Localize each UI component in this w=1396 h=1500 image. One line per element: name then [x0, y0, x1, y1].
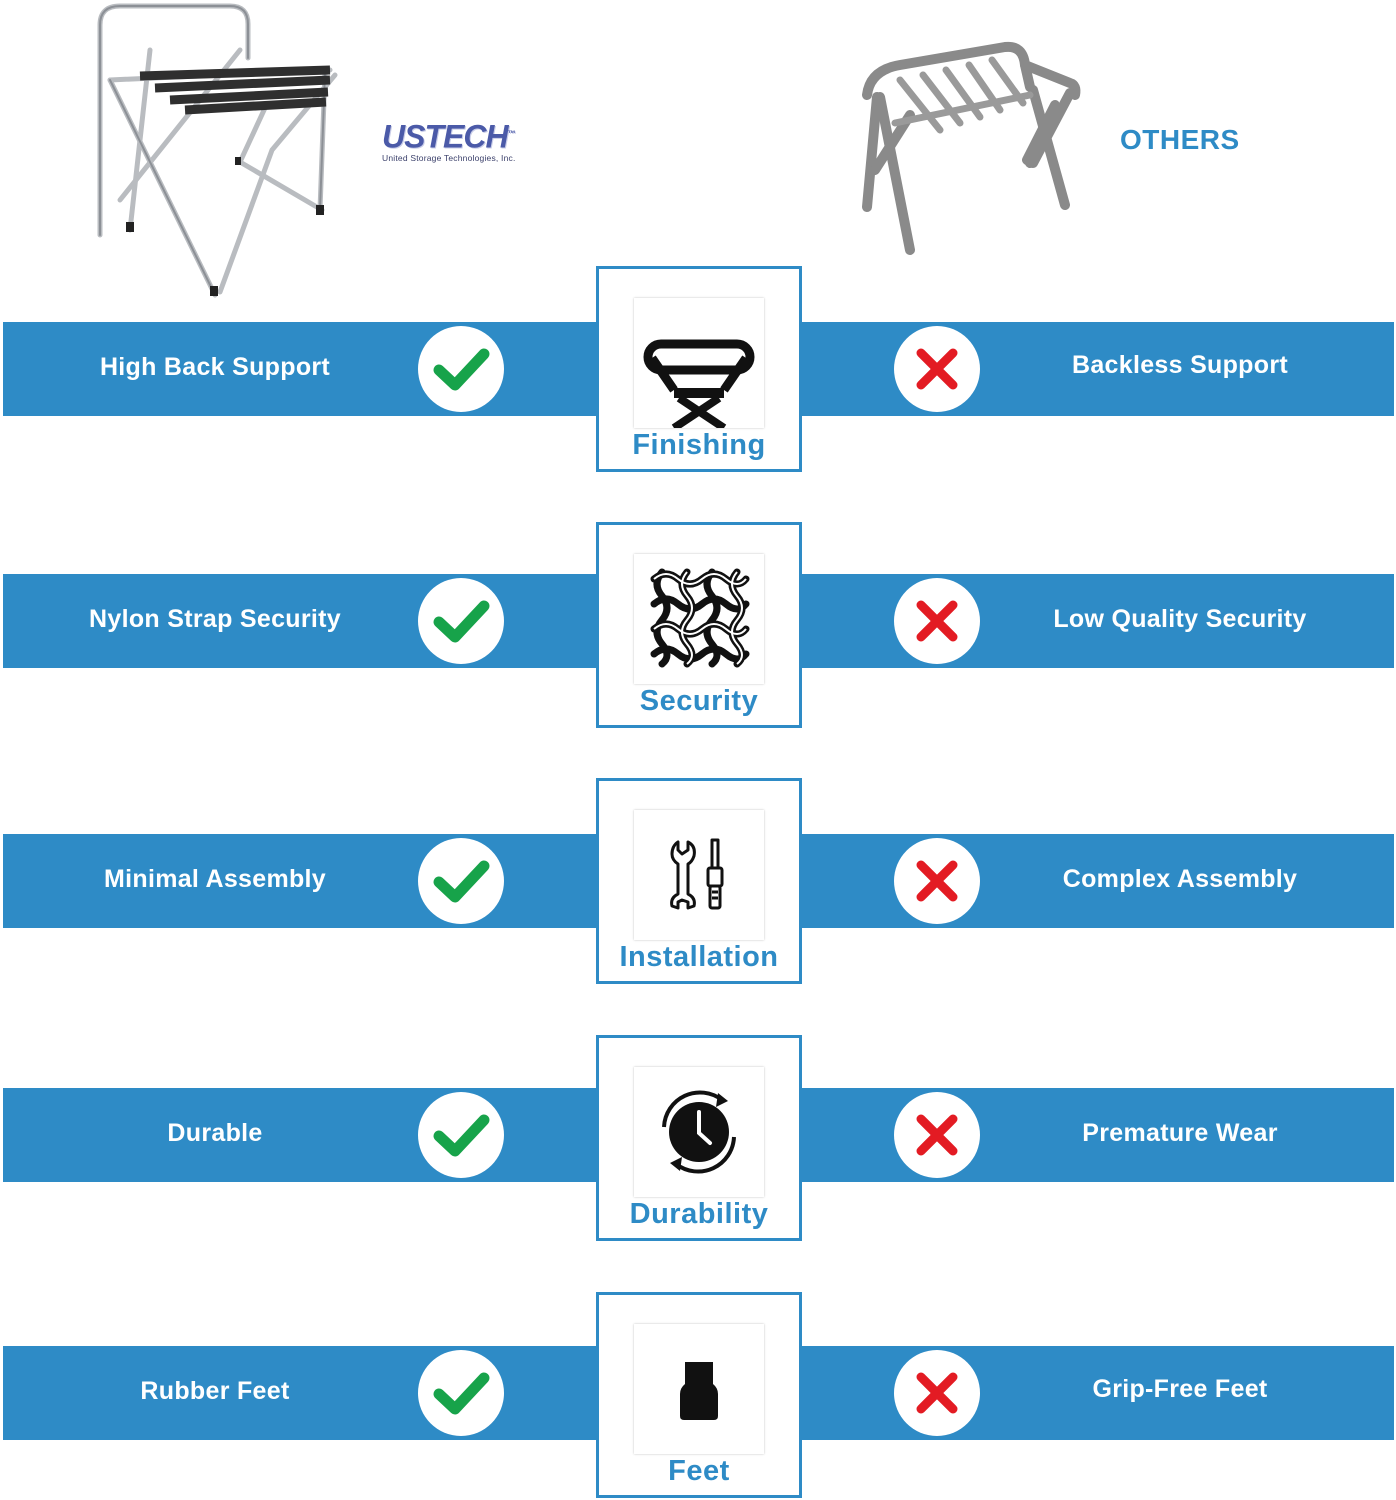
- brand-name: USTECH: [382, 118, 508, 155]
- cross-icon: [894, 838, 980, 924]
- feature-card-durability: [596, 1035, 802, 1241]
- feature-label: Feet: [668, 1455, 730, 1487]
- luggage-rack-icon: [634, 298, 764, 428]
- theirs-feature-text: Premature Wear: [1082, 1119, 1278, 1147]
- feature-label: Finishing: [632, 429, 766, 461]
- competitor-rack-image: [855, 35, 1090, 260]
- check-icon: [418, 1350, 504, 1436]
- cross-icon: [894, 1350, 980, 1436]
- feature-card-security: [596, 522, 802, 728]
- feature-label: Security: [639, 685, 759, 717]
- ours-feature-text: Durable: [167, 1119, 263, 1147]
- ours-feature-text: High Back Support: [99, 353, 331, 381]
- brand-trademark: ™: [507, 129, 515, 138]
- check-icon: [418, 1092, 504, 1178]
- rubber-foot-icon: [634, 1324, 764, 1454]
- cross-icon: [894, 326, 980, 412]
- competitor-label: OTHERS: [1120, 124, 1240, 155]
- ours-feature-text: Rubber Feet: [140, 1377, 290, 1405]
- woven-strap-icon: [634, 554, 764, 684]
- feature-label: Installation: [619, 941, 779, 973]
- feature-card-feet: [596, 1292, 802, 1498]
- cross-icon: [894, 578, 980, 664]
- check-icon: [418, 326, 504, 412]
- check-icon: [418, 578, 504, 664]
- ustech-rack-image: [90, 0, 350, 300]
- clock-cycle-icon: [634, 1067, 764, 1197]
- feature-card-finishing: [596, 266, 802, 472]
- theirs-feature-text: Low Quality Security: [1053, 605, 1307, 633]
- theirs-feature-text: Complex Assembly: [1062, 865, 1298, 893]
- feature-label: Durability: [629, 1198, 769, 1230]
- theirs-feature-text: Backless Support: [1072, 351, 1288, 379]
- check-icon: [418, 838, 504, 924]
- theirs-feature-text: Grip-Free Feet: [1092, 1375, 1268, 1403]
- cross-icon: [894, 1092, 980, 1178]
- ustech-logo: [382, 118, 552, 163]
- ours-feature-text: Minimal Assembly: [104, 865, 326, 893]
- tools-icon: [634, 810, 764, 940]
- ours-feature-text: Nylon Strap Security: [89, 605, 341, 633]
- feature-card-installation: [596, 778, 802, 984]
- brand-subtitle: United Storage Technologies, Inc.: [382, 152, 516, 163]
